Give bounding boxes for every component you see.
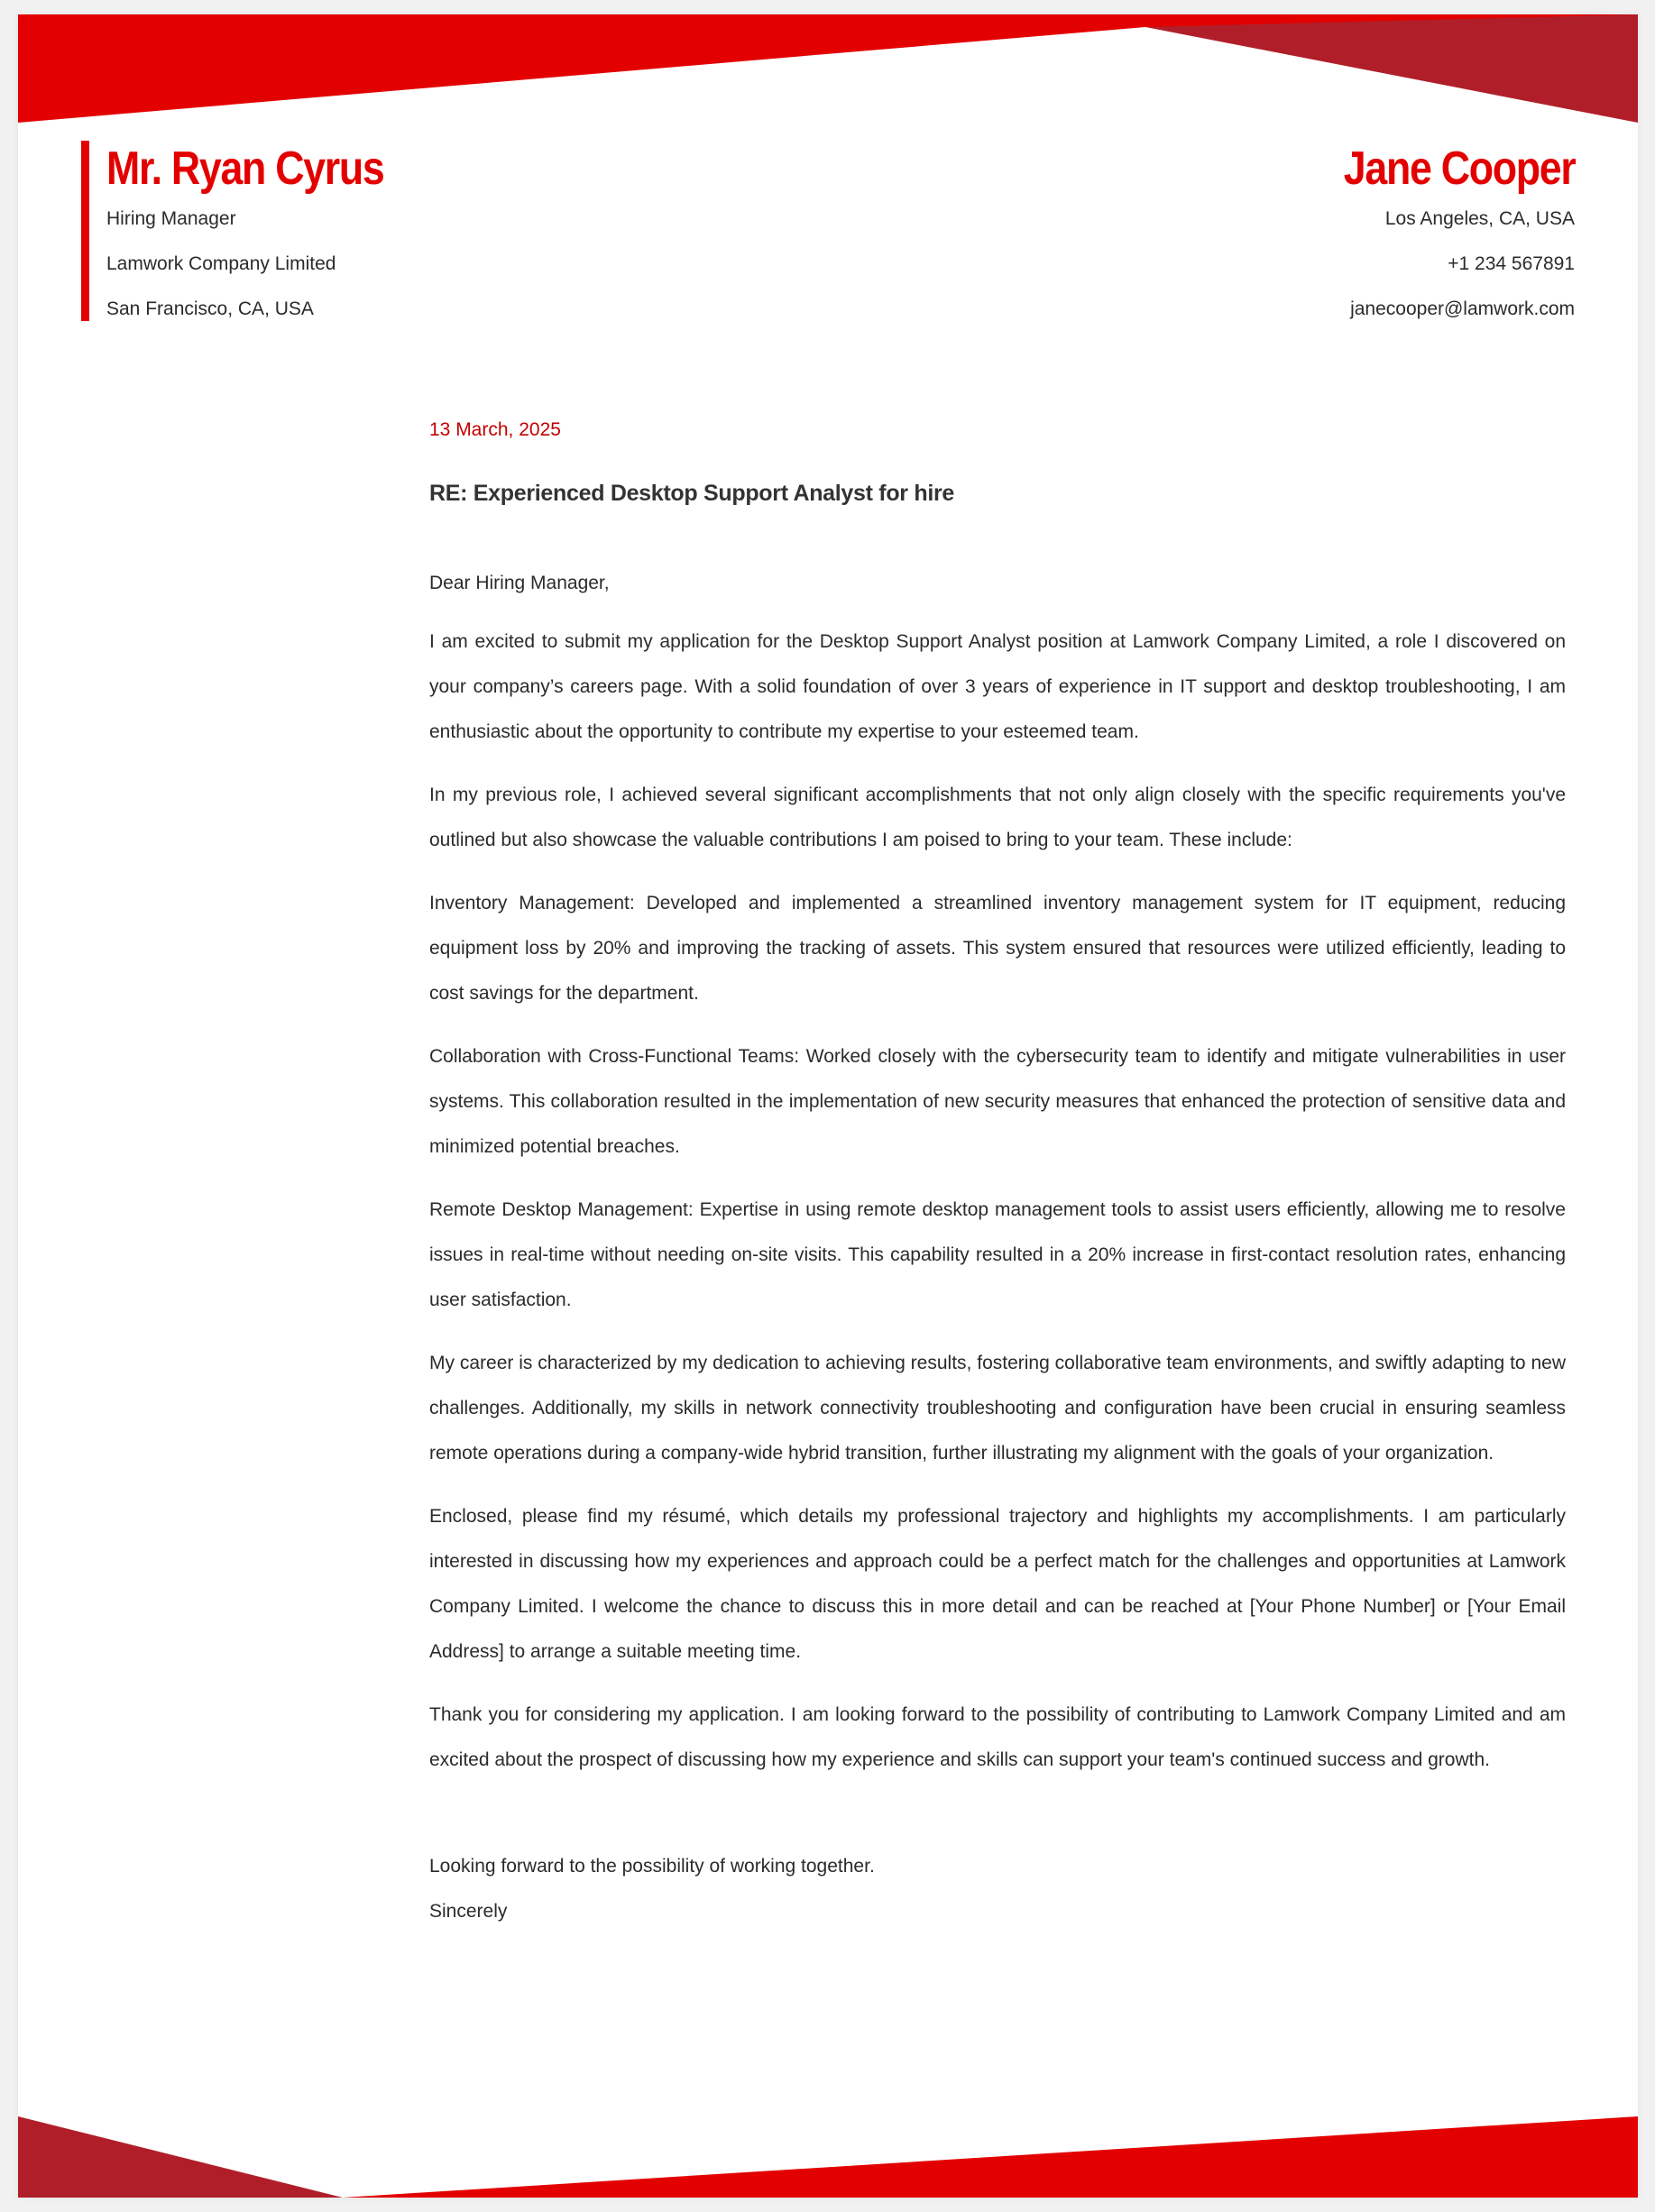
sender-location: Los Angeles, CA, USA bbox=[1384, 208, 1575, 229]
sender-name: Jane Cooper bbox=[1343, 142, 1575, 195]
letter-paragraph: Remote Desktop Management: Expertise in using remote desktop management tools to assist users efficiently, allowing me to resolve issues in real-time without needing on-site visits. This capability resulted in a 20% increase in first-contact resolution rates, enhancing user satisfaction. bbox=[429, 1199, 1566, 1310]
recipient-location: San Francisco, CA, USA bbox=[106, 298, 314, 319]
letter-paragraph: In my previous role, I achieved several significant accomplishments that not only align closely with the specific requirements you've outlined but also showcase the valuable contributions I am poised to bring to your team. These include: bbox=[429, 785, 1566, 850]
footer-red-band bbox=[343, 2116, 1638, 2198]
recipient-title: Hiring Manager bbox=[106, 208, 236, 229]
letter-salutation: Dear Hiring Manager, bbox=[429, 573, 610, 593]
letter-subject: RE: Experienced Desktop Support Analyst for hire bbox=[429, 481, 955, 506]
sender-block bbox=[1306, 141, 1575, 332]
header-dark-wedge bbox=[1145, 14, 1638, 123]
letter-paragraph: Collaboration with Cross-Functional Teams: Worked closely with the cybersecurity team to identify and mitigate vulnerabilities in user systems. This collaboration resulted in the implementation of new security measures that enhanced the protection of sensitive data and minimized potential breaches. bbox=[429, 1046, 1566, 1157]
header-decoration bbox=[18, 14, 1638, 123]
letter-paragraph: Enclosed, please find my résumé, which details my professional trajectory and highlights my accomplishments. I am particularly interested in discussing how my experiences and approach could be a perfect match for the challenges and opportunities at Lamwork Company Limited. I welcome the chance to discuss this in more detail and can be reached at [Your Phone Number] or [Your Email Address] to arrange a suitable meeting time. bbox=[429, 1506, 1566, 1662]
footer-dark-wedge bbox=[18, 2116, 343, 2198]
letter-date: 13 March, 2025 bbox=[429, 419, 561, 440]
letter-body bbox=[429, 417, 1566, 1934]
recipient-block bbox=[81, 141, 429, 321]
letter-paragraph: Inventory Management: Developed and implemented a streamlined inventory management system for IT equipment, reducing equipment loss by 20% and improving the tracking of assets. This system ensured that resources were utilized efficiently, leading to cost savings for the department. bbox=[429, 893, 1566, 1004]
letter-sign-off: Sincerely bbox=[429, 1901, 508, 1922]
letter-closing: Looking forward to the possibility of working together. bbox=[429, 1856, 875, 1877]
footer-decoration bbox=[18, 2116, 1638, 2198]
letter-paragraph: I am excited to submit my application for the Desktop Support Analyst position at Lamwork Company Limited, a role I discovered on your company’s careers page. With a solid foundation of over 3 years of experience in IT support and desktop troubleshooting, I am enthusiastic about the opportunity to contribute my expertise to your esteemed team. bbox=[429, 631, 1566, 742]
recipient-name: Mr. Ryan Cyrus bbox=[106, 142, 384, 195]
letter-paragraph: My career is characterized by my dedication to achieving results, fostering collaborative team environments, and swiftly adapting to new challenges. Additionally, my skills in network connectivity troubleshooting and configuration have been crucial in ensuring seamless remote operations during a company-wide hybrid transition, further illustrating my alignment with the goals of your organization. bbox=[429, 1353, 1566, 1464]
sender-phone: +1 234 567891 bbox=[1448, 253, 1575, 274]
letter-paragraph: Thank you for considering my application. I am looking forward to the possibility of contributing to Lamwork Company Limited and am excited about the prospect of discussing how my experience and skills can support your team's continued success and growth. bbox=[429, 1704, 1566, 1770]
sender-email: janecooper@lamwork.com bbox=[1350, 298, 1575, 319]
recipient-company: Lamwork Company Limited bbox=[106, 253, 336, 274]
letter-page bbox=[18, 14, 1638, 2198]
